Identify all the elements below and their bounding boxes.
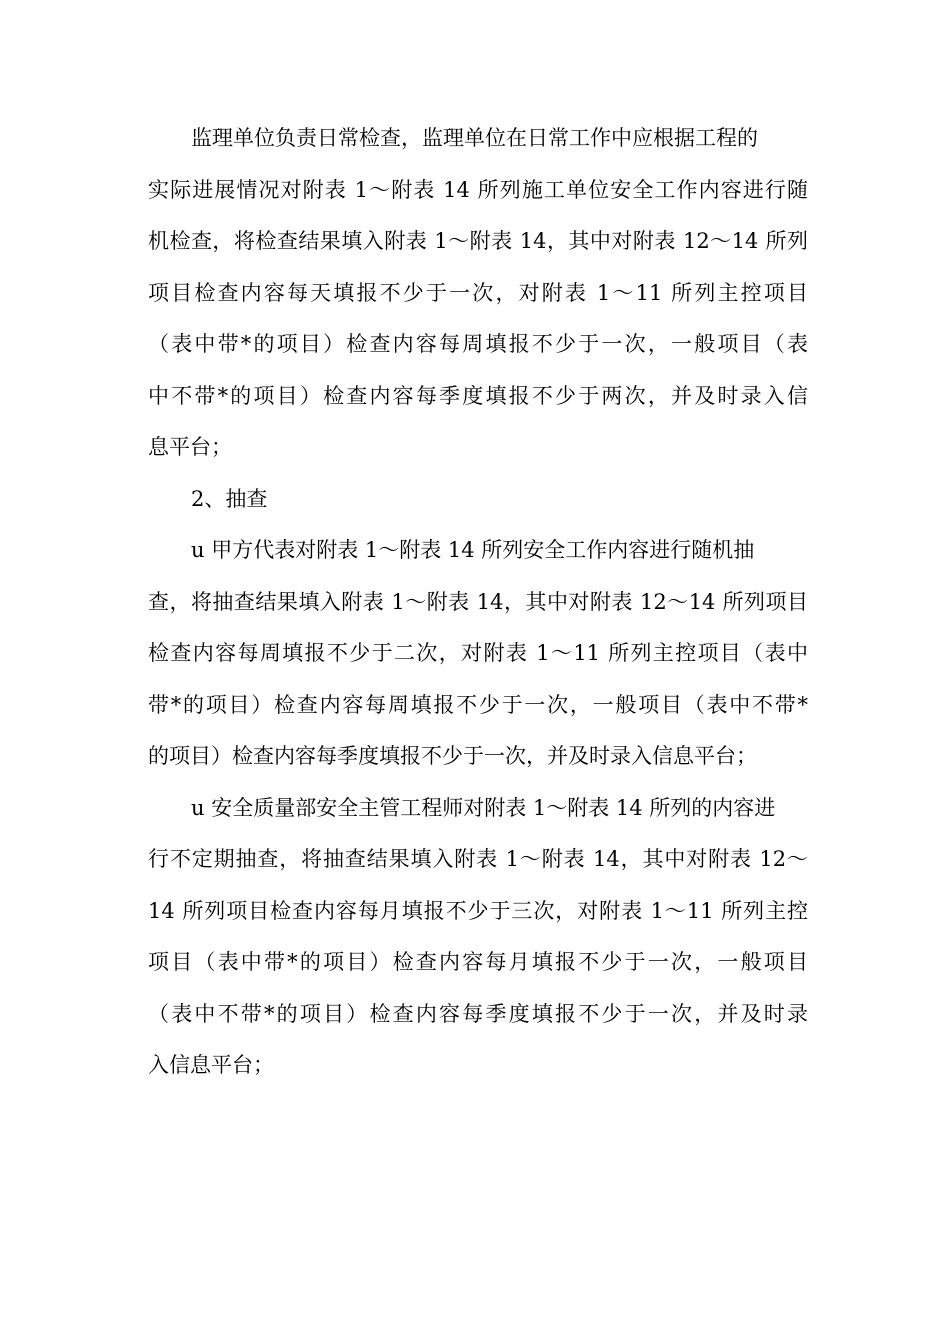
- paragraph-3-line-5: （表中不带*的项目）检查内容每季度填报不少于一次，并及时录: [148, 1001, 808, 1026]
- paragraph-2-line-1: u 甲方代表对附表 1～附表 14 所列安全工作内容进行随机抽: [191, 538, 755, 562]
- paragraph-1-line-2: 实际进展情况对附表 1～附表 14 所列施工单位安全工作内容进行随: [148, 177, 808, 202]
- paragraph-1-line-6: 中不带*的项目）检查内容每季度填报不少于两次，并及时录入信: [148, 383, 808, 408]
- section-heading-spot-check: 2、抽查: [191, 486, 268, 511]
- paragraph-1-line-4: 项目检查内容每天填报不少于一次，对附表 1～11 所列主控项目: [148, 280, 808, 305]
- paragraph-2-line-2: 查，将抽查结果填入附表 1～附表 14，其中对附表 12～14 所列项目: [148, 589, 808, 614]
- document-body: [148, 113, 808, 1092]
- paragraph-1-line-7: 息平台；: [148, 435, 232, 459]
- paragraph-3-line-2: 行不定期抽查，将抽查结果填入附表 1～附表 14，其中对附表 12～: [148, 847, 808, 871]
- paragraph-2-line-4: 带*的项目）检查内容每周填报不少于一次，一般项目（表中不带*: [148, 692, 808, 717]
- paragraph-1-line-1: 监理单位负责日常检查，监理单位在日常工作中应根据工程的: [191, 126, 758, 150]
- paragraph-3-line-1: u 安全质量部安全主管工程师对附表 1～附表 14 所列的内容进: [191, 795, 776, 820]
- paragraph-3-line-6: 入信息平台；: [148, 1053, 274, 1077]
- paragraph-2-line-5: 的项目）检查内容每季度填报不少于一次，并及时录入信息平台；: [148, 744, 757, 768]
- paragraph-1-line-5: （表中带*的项目）检查内容每周填报不少于一次，一般项目（表: [148, 332, 808, 356]
- paragraph-2-line-3: 检查内容每周填报不少于二次，对附表 1～11 所列主控项目（表中: [148, 641, 808, 665]
- paragraph-3-line-3: 14 所列项目检查内容每月填报不少于三次，对附表 1～11 所列主控: [148, 898, 808, 923]
- paragraph-1-line-3: 机检查，将检查结果填入附表 1～附表 14，其中对附表 12～14 所列: [148, 229, 808, 253]
- paragraph-3-line-4: 项目（表中带*的项目）检查内容每月填报不少于一次，一般项目: [148, 950, 808, 974]
